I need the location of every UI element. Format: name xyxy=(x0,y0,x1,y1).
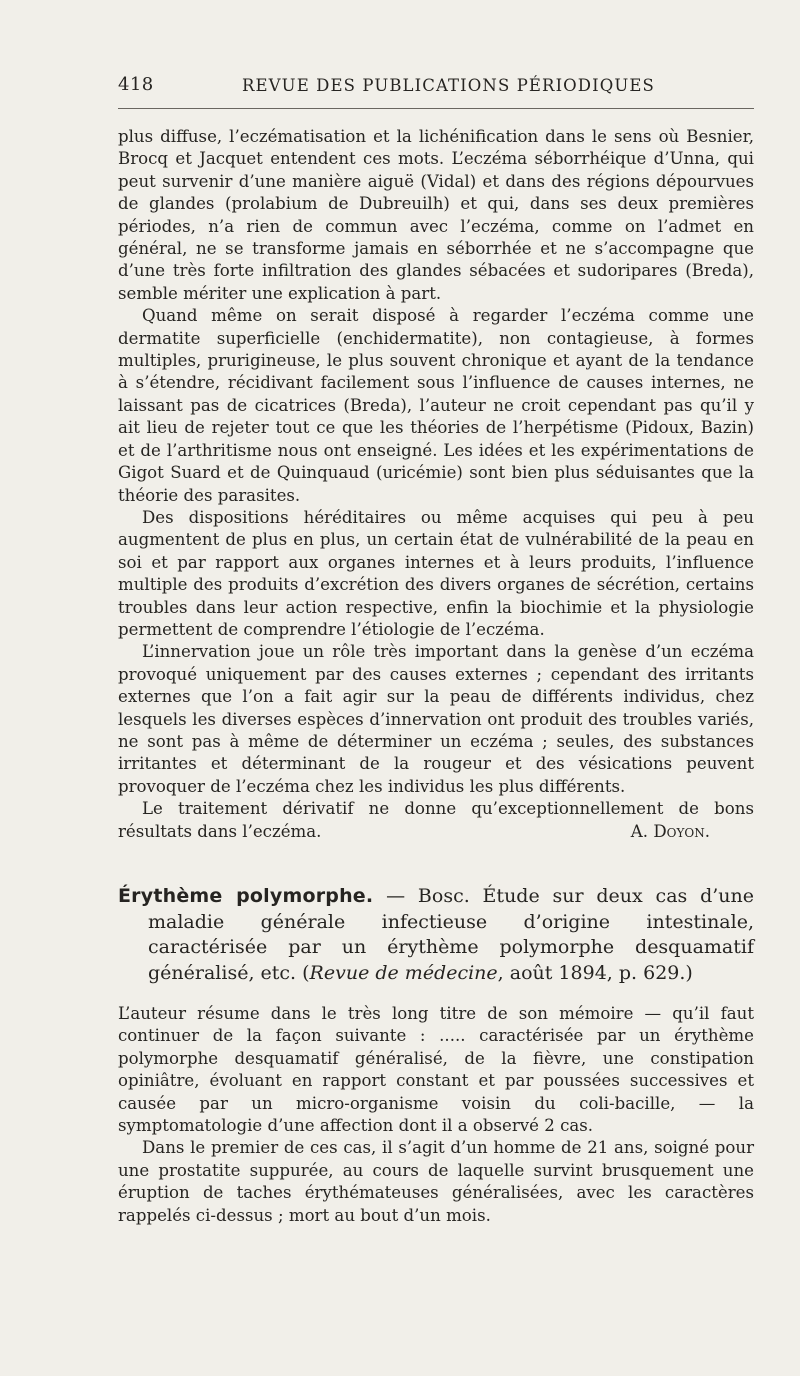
paragraph: Dans le premier de ces cas, il s’agit d’un homme de 21 ans, soigné pour une prostatite suppurée, au cours de laquelle survint brusquement une éruption de taches érythémateuses généralisées, avec les caractères rappelés ci-dessus ; mort au bout d’un mois. xyxy=(118,1138,754,1225)
article-eczema-continuation xyxy=(118,126,754,843)
entry-title: Érythème polymorphe. xyxy=(118,885,374,907)
running-head xyxy=(118,74,754,100)
article-heading xyxy=(118,884,754,986)
paragraph: L’innervation joue un rôle très important dans la genèse d’un eczéma provoqué uniquement par des causes externes ; cependant des irritants externes que l’on a fait agir sur la peau de différents individus, chez lesquels les diverses espèces d’innervation ont produit des troubles variés, ne sont pas à même de déterminer un eczéma ; seules, des substances irritantes et déterminant de la rougeur et des vésications peuvent provoquer de l’eczéma chez les individus les plus différents. xyxy=(118,642,754,796)
paragraph: Le traitement dérivatif ne donne qu’exceptionnellement de bons résultats dans l’eczéma. xyxy=(118,799,754,841)
heading-text: — Bosc. Étude sur deux cas d’une maladie générale infectieuse d’origine intestinale, caractérisée par un érythème polymorphe desquamatif généralisé, etc. ( xyxy=(148,885,754,984)
paragraph: plus diffuse, l’eczématisation et la lichénification dans le sens où Besnier, Brocq et Jacquet entendent ces mots. L’eczéma séborrhéique d’Unna, qui peut survenir d’une manière aiguë (Vidal) et dans des régions dépourvues de glandes (prolabium de Dubreuilh) et qui, dans ses deux premières périodes, n’a rien de commun avec l’eczéma, comme on l’admet en général, ne se transforme jamais en séborrhée et ne s’accompagne que d’une très forte infiltration des glandes sébacées et sudoripares (Breda), semble mériter une explication à part. xyxy=(118,127,754,303)
article-erytheme-body xyxy=(118,1003,754,1227)
header-rule xyxy=(118,108,754,109)
paragraph: L’auteur résume dans le très long titre de son mémoire — qu’il faut continuer de la façon suivante : ..... caractérisée par un érythème polymorphe desquamatif généralisé, de la fièvre, une constipation opiniâtre, évoluant en rapport constant et par poussées successives et causée par un micro-organisme voisin du coli-bacille, — la symptomatologie d’une affection dont il a observé 2 cas. xyxy=(118,1004,754,1136)
journal-name: Revue de médecine xyxy=(309,961,498,984)
running-title: REVUE DES PUBLICATIONS PÉRIODIQUES xyxy=(242,76,655,95)
paragraph: Quand même on serait disposé à regarder l’eczéma comme une dermatite superficielle (enchidermatite), non contagieuse, à formes multiples, prurigineuse, le plus souvent chronique et ayant de la tendance à s’étendre, récidivant facilement sous l’influence de causes internes, ne laissant pas de cicatrices (Breda), l’auteur ne croit cependant pas qu’il y ait lieu de rejeter tout ce que les théories de l’herpétisme (Pidoux, Bazin) et de l’arthritisme nous ont enseigné. Les idées et les expérimentations de Gigot Suard et de Quinquaud (uricémie) sont bien plus séduisantes que la théorie des parasites. xyxy=(118,306,754,505)
paragraph: Des dispositions héréditaires ou même acquises qui peu à peu augmentent de plus en plus, un certain état de vulnérabilité de la peau en soi et par rapport aux organes internes et à leurs produits, l’influence multiple des produits d’excrétion des divers organes de sécrétion, certains troubles dans leur action respective, enfin la biochimie et la physiologie permettent de comprendre l’étiologie de l’eczéma. xyxy=(118,507,754,639)
page-number: 418 xyxy=(118,74,154,95)
paragraph-with-signature xyxy=(118,798,754,843)
citation-tail: , août 1894, p. 629.) xyxy=(497,961,693,984)
author-signature: A. Doyon. xyxy=(630,821,710,841)
